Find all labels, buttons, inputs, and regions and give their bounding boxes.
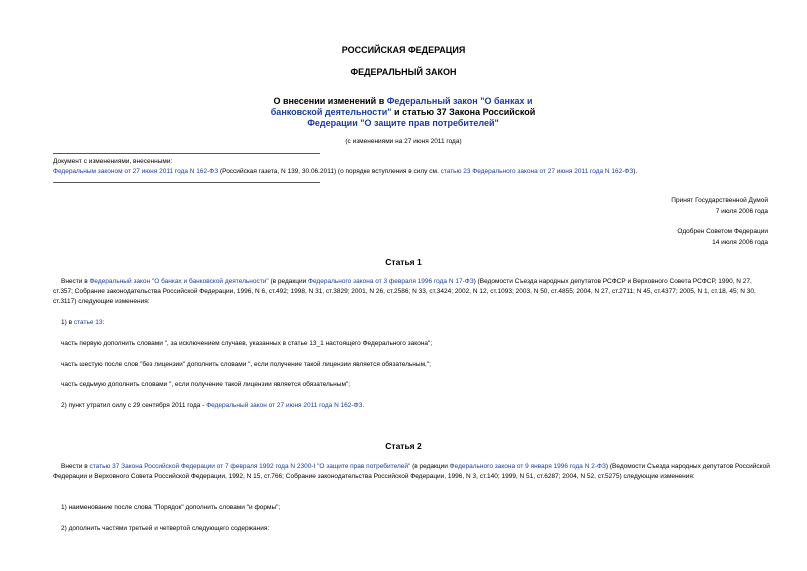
title-prefix: О внесении изменений в bbox=[273, 96, 387, 106]
a1-item2-link[interactable]: Федеральный закон от 27 июня 2011 года N 162-ФЗ bbox=[206, 402, 363, 409]
a1-item2 bbox=[53, 401, 781, 411]
changes-box bbox=[53, 157, 773, 177]
article1-heading: Статья 1 bbox=[385, 257, 422, 267]
edition-note: (с изменениями на 27 июня 2011 года) bbox=[345, 138, 462, 145]
a2-p1-a: Внести в bbox=[61, 463, 90, 470]
duma-line1: Принят Государственной Думой bbox=[671, 197, 768, 204]
changes-text2: ). bbox=[633, 168, 638, 175]
title-link-consumer-law[interactable]: Федерации "О защите прав потребителей" bbox=[307, 118, 499, 128]
a1-part1: часть первую дополнить словами ", за исключением случаев, указанных в статье 13_1 настоящего Федерального закона"; bbox=[61, 340, 433, 347]
a1-p1-c: ) (Ведомости Съезда народных депутатов РСФСР и Верховного Совета РСФСР, 1990, N 27, ст.357; Собрание законодательства Российской Федерации, 1996, N 6, ст.492; 1998, N 31, ст.3829; 2001, N 26, ст.2586; N 33, ст.3424; 2002, N 12, ст.1093; 2003, N 50, ст.4855; 2004, N 27, ст.2711; N 45, ст.4377; 2005, N 1, ст.18, 45; N 30, ст.3117) следующие изменения: bbox=[53, 278, 756, 306]
a2-link-article37[interactable]: статью 37 Закона Российской Федерации от 7 февраля 1992 года N 2300-I "О защите прав потребителей" bbox=[89, 463, 411, 470]
a1-part6: часть шестую после слов "без лицензии" дополнить словами ", если получение такой лицензии является обязательным,"; bbox=[61, 361, 431, 368]
changes-top-rule bbox=[53, 153, 320, 154]
a1-p1-a: Внести в bbox=[61, 278, 90, 285]
a1-item2-b: . bbox=[362, 402, 365, 409]
a1-part7: часть седьмую дополнить словами ", если получение такой лицензии является обязательным"; bbox=[61, 381, 351, 388]
changes-line bbox=[53, 167, 773, 177]
a2-item1: 1) наименование после слова "Порядок" дополнить словами "и формы"; bbox=[61, 504, 281, 511]
a1-link-banks-law[interactable]: Федеральный закон "О банках и банковской деятельности" bbox=[89, 278, 269, 285]
changes-link-law[interactable]: Федеральным законом от 27 июня 2011 года N 162-ФЗ bbox=[53, 168, 219, 175]
country-heading: РОССИЙСКАЯ ФЕДЕРАЦИЯ bbox=[341, 45, 466, 55]
changes-intro: Документ с изменениями, внесенными: bbox=[53, 158, 173, 165]
duma-line2: 7 июля 2006 года bbox=[715, 207, 768, 215]
adoption-duma bbox=[671, 196, 768, 217]
a1-item1-a: 1) в bbox=[61, 319, 74, 326]
a1-item2-a: 2) пункт утратил силу с 29 сентября 2011 года - bbox=[61, 402, 207, 409]
council-line1: Одобрен Советом Федерации bbox=[677, 228, 768, 235]
a2-item2: 2) дополнить частями третьей и четвертой следующего содержания: bbox=[61, 525, 270, 532]
a1-link-1996-law[interactable]: Федерального закона от 3 февраля 1996 года N 17-ФЗ bbox=[308, 278, 474, 285]
a1-p1-b: (в редакции bbox=[268, 278, 309, 285]
title-middle: и статью 37 Закона Российской bbox=[391, 107, 536, 117]
adoption-council bbox=[677, 227, 768, 248]
changes-bottom-rule bbox=[53, 182, 320, 183]
law-title bbox=[253, 96, 553, 129]
article2-heading: Статья 2 bbox=[385, 441, 422, 451]
changes-text1: (Российская газета, N 139, 30.06.2011) (о порядке вступления в силу см. bbox=[218, 168, 441, 175]
council-line2: 14 июля 2006 года bbox=[712, 238, 768, 246]
law-type-heading: ФЕДЕРАЛЬНЫЙ ЗАКОН bbox=[350, 67, 457, 77]
a2-p1-c: ) (Ведомости Съезда народных депутатов Российской Федерации и Верховного Совета Российской Федерации, 1992, N 15, ст.766; Собрание законодательства Российской Федерации, 1996, N 3, ст.140; 1999, N 51, ст.6287; 2004, N 52, ст.5275) следующие изменения: bbox=[53, 463, 770, 481]
a1-item1-link[interactable]: статье 13 bbox=[73, 319, 103, 326]
title-link-banks-law[interactable]: Федеральный закон "О банках и банковской деятельности" bbox=[270, 96, 533, 117]
a2-p1-b: (в редакции bbox=[410, 463, 450, 470]
changes-link-article[interactable]: статью 23 Федерального закона от 27 июня 2011 года N 162-ФЗ bbox=[440, 168, 634, 175]
a1-item1-b: : bbox=[102, 319, 105, 326]
a2-link-1996-law[interactable]: Федерального закона от 9 января 1996 года N 2-ФЗ bbox=[449, 463, 606, 470]
article1-paragraph bbox=[53, 277, 773, 308]
article2-paragraph bbox=[53, 462, 773, 482]
a1-item1 bbox=[53, 318, 781, 328]
